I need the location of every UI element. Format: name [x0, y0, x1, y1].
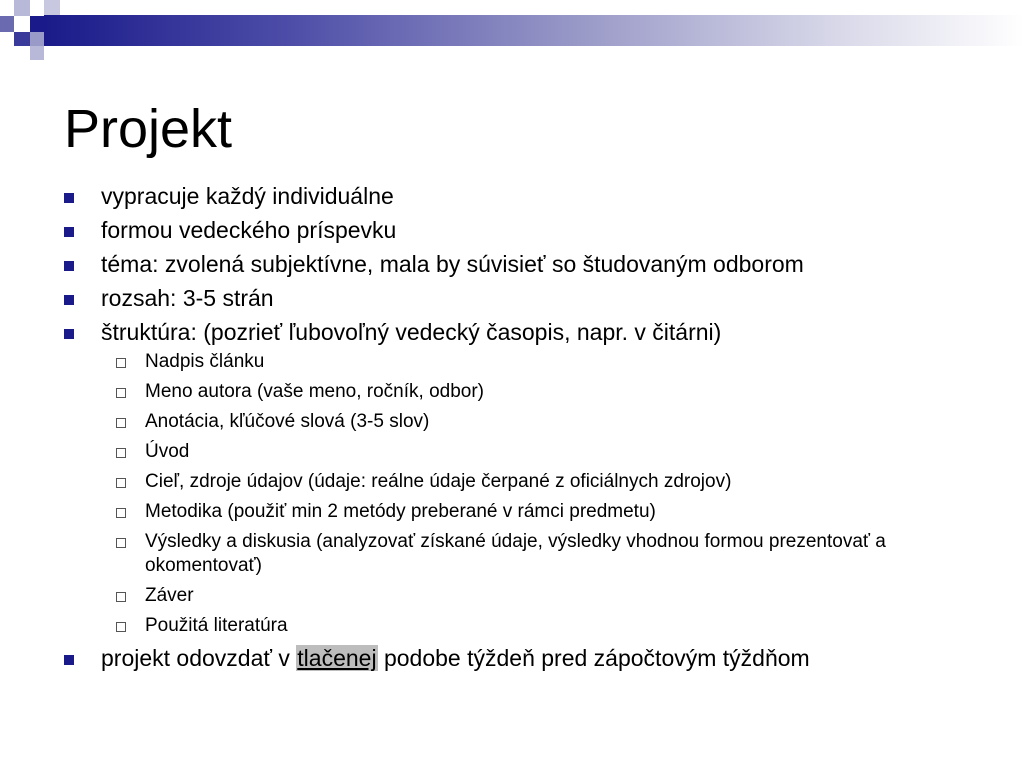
bullet-item [64, 284, 964, 312]
decor-square [44, 0, 60, 16]
sub-bullet-item [64, 470, 964, 494]
sub-bullet-text: Metodika (použiť min 2 metódy preberané v rámci predmetu) [145, 501, 656, 522]
decor-square [14, 32, 30, 46]
slide-content [64, 182, 964, 678]
decor-square [30, 0, 44, 16]
hollow-square-bullet-icon [116, 418, 126, 428]
tlacenej-link[interactable]: tlačenej [297, 645, 377, 671]
sub-bullet-text: Anotácia, kľúčové slová (3-5 slov) [145, 411, 430, 432]
hollow-square-bullet-icon [116, 358, 126, 368]
hollow-square-bullet-icon [116, 478, 126, 488]
sub-bullet-item [64, 614, 964, 638]
sub-bullet-text: Cieľ, zdroje údajov (údaje: reálne údaje čerpané z oficiálnych zdrojov) [145, 471, 732, 492]
hollow-square-bullet-icon [116, 622, 126, 632]
decor-square [30, 32, 44, 46]
hollow-square-bullet-icon [116, 538, 126, 548]
square-bullet-icon [64, 655, 74, 665]
bullet-text: formou vedeckého príspevku [101, 217, 397, 243]
square-bullet-icon [64, 261, 74, 271]
sub-bullet-item [64, 440, 964, 464]
decor-square [30, 46, 44, 60]
bullet-text-after-link: podobe týždeň pred zápočtovým týždňom [383, 645, 810, 671]
sub-bullet-text: Záver [145, 585, 194, 606]
decor-square [0, 16, 14, 32]
header-gradient-band [44, 15, 1024, 46]
square-bullet-icon [64, 227, 74, 237]
sub-bullet-item [64, 410, 964, 434]
sub-bullet-text: Nadpis článku [145, 351, 265, 372]
bullet-text: téma: zvolená subjektívne, mala by súvisieť so študovaným odborom [101, 251, 804, 277]
sub-bullet-item [64, 530, 964, 578]
hollow-square-bullet-icon [116, 448, 126, 458]
sub-bullet-text: Použitá literatúra [145, 615, 288, 636]
bullet-item [64, 250, 964, 278]
sub-bullet-text: Úvod [145, 441, 190, 462]
bullet-item [64, 182, 964, 210]
hollow-square-bullet-icon [116, 388, 126, 398]
bullet-text: rozsah: 3-5 strán [101, 285, 274, 311]
sub-bullet-item [64, 380, 964, 404]
sub-bullet-text: Meno autora (vaše meno, ročník, odbor) [145, 381, 485, 402]
bullet-item [64, 644, 964, 672]
sub-bullet-item [64, 584, 964, 608]
hollow-square-bullet-icon [116, 592, 126, 602]
sub-bullet-item [64, 500, 964, 524]
decor-square [14, 0, 30, 16]
bullet-item [64, 216, 964, 244]
bullet-text: vypracuje každý individuálne [101, 183, 394, 209]
sub-bullet-item [64, 350, 964, 374]
decor-square [30, 16, 44, 32]
square-bullet-icon [64, 329, 74, 339]
hollow-square-bullet-icon [116, 508, 126, 518]
bullet-text: štruktúra: (pozrieť ľubovoľný vedecký časopis, napr. v čitárni) [101, 319, 722, 345]
bullet-item [64, 318, 964, 346]
square-bullet-icon [64, 193, 74, 203]
bullet-text-before-link: projekt odovzdať v [101, 645, 290, 671]
decor-square [14, 16, 30, 32]
square-bullet-icon [64, 295, 74, 305]
sub-bullet-text: Výsledky a diskusia (analyzovať získané údaje, výsledky vhodnou formou prezentovať a okomentovať) [145, 531, 886, 576]
slide-title: Projekt [64, 99, 233, 159]
